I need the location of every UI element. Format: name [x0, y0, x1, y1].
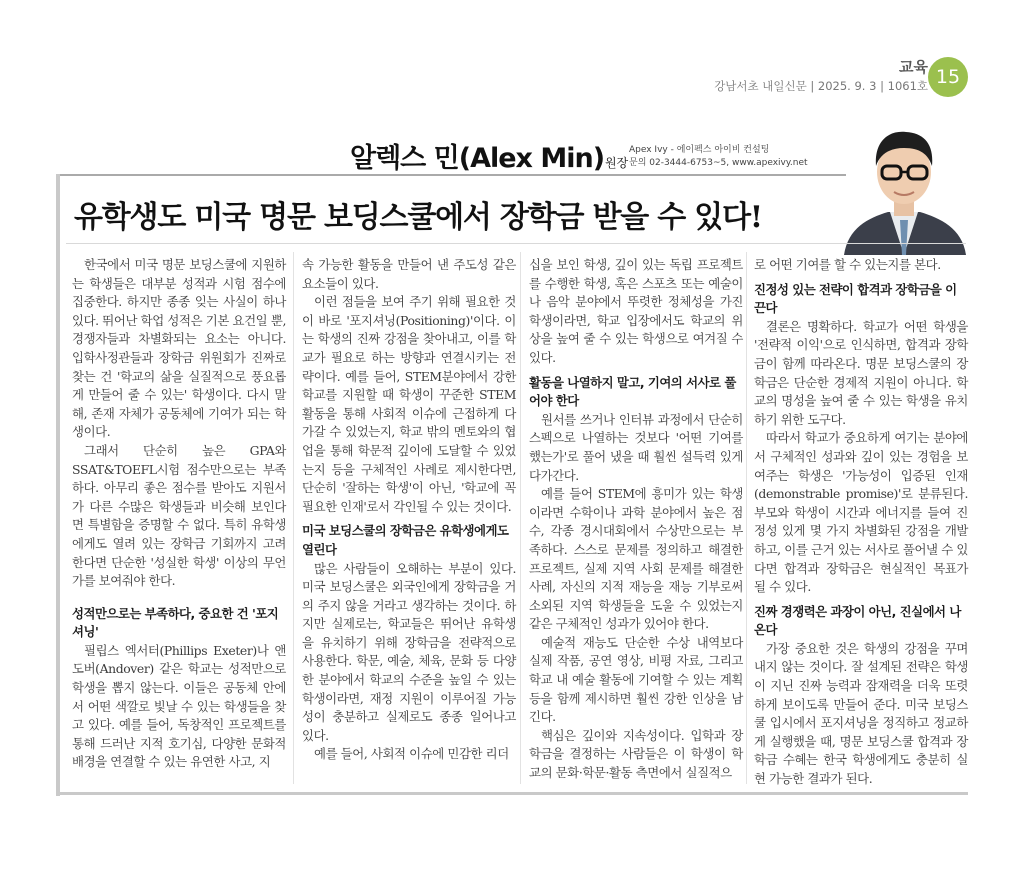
paragraph: 원서를 쓰거나 인터뷰 과정에서 단순히 스펙으로 나열하는 것보다 '어떤 기여를 했는가'로 풀어 냈을 때 훨씬 설득력 있게 다가간다.: [529, 411, 743, 483]
paragraph: 따라서 학교가 중요하게 여기는 분야에서 구체적인 성과와 깊이 있는 경험을 보여주는 학생은 '가능성이 입증된 인재(demonstrable promise)'로 분류된다. 부모와 학생이 시간과 에너지를 들여 진정성 있게 몇 가지 차별화된 강점을 개발하고, 이를 근거 있는 서사로 풀어낼 수 있다면 합격과 장학금은 현실적인 목표가 될 수 있다.: [754, 430, 968, 595]
publication-info: 강남서초 내일신문 | 2025. 9. 3 | 1061호: [714, 79, 928, 93]
subheading: 미국 보딩스쿨의 장학금은 유학생에게도 열린다: [302, 523, 509, 557]
subheading: 성적만으로는 부족하다, 중요한 건 '포지셔닝': [72, 605, 279, 640]
paragraph: 필립스 엑서터(Phillips Exeter)나 앤도버(Andover) 같은 학교는 성적만으로 학생을 뽑지 않는다. 이들은 공동체 안에서 어떤 색깔로 빛날 수 있는 학생들을 찾고 있다. 예를 들어, 독창적인 프로젝트를 통해 드러난 지적 호기심, 다양한 문화적 배경을 연결할 수 있는 유연한 사고, 지: [72, 642, 286, 770]
column-divider: [293, 252, 294, 784]
author-photo: [838, 120, 970, 255]
headline: 유학생도 미국 명문 보딩스쿨에서 장학금 받을 수 있다!: [74, 200, 762, 235]
company-name: Apex Ivy - 에이펙스 아이비 컨설팅: [629, 145, 770, 155]
paragraph: 핵심은 깊이와 지속성이다. 입학과 장학금을 결정하는 사람들은 이 학생이 학교의 문화·학문·활동 측면에서 실질적으: [529, 727, 743, 781]
paragraph: 십을 보인 학생, 깊이 있는 독립 프로젝트를 수행한 학생, 혹은 스포츠 또는 예술이나 음악 분야에서 뚜렷한 정체성을 가진 학생이라면, 학교 입장에서도 학교의 위상을 높여 줄 수 있는 학생으로 여겨질 수 있다.: [529, 257, 743, 365]
author-title: 원장: [605, 156, 629, 170]
paragraph: 많은 사람들이 오해하는 부분이 있다. 미국 보딩스쿨은 외국인에게 장학금을 거의 주지 않을 거라고 생각하는 것이다. 하지만 실제로는, 학교들은 뛰어난 유학생을 유치하기 위해 장학금을 전략적으로 사용한다. 학문, 예술, 체육, 문화 등 다양한 분야에서 학교의 수준을 높일 수 있는 학생이라면, 재정 지원이 이루어질 가능성이 충분하고 실제로도 종종 일어나고 있다.: [302, 560, 516, 743]
frame-top-rule: [56, 174, 846, 176]
paragraph: 결론은 명확하다. 학교가 어떤 학생을 '전략적 이익'으로 인식하면, 합격과 장학금이 함께 따라온다. 명문 보딩스쿨의 장학금은 단순한 경제적 지원이 아니다. 학교의 명성을 높여 줄 수 있는 학생을 유치하기 위한 도구다.: [754, 318, 968, 427]
author-name: 알렉스 민(Alex Min): [350, 143, 605, 174]
paragraph: 이런 점들을 보여 주기 위해 필요한 것이 바로 '포지셔닝(Positioning)'이다. 이는 학생의 진짜 강점을 찾아내고, 이를 학교가 필요로 하는 방향과 연결시키는 전략이다. 예를 들어, STEM분야에서 강한 학교를 지원할 때 학생이 꾸준한 STEM 활동을 통해 사회적 이슈에 근접하게 다가갈 수 있었는지, 학교 밖의 멘토와의 협업을 통해 학문적 깊이에 도달할 수 있었는지 등을 구체적인 사례로 제시한다면, 단순히 '잘하는 학생'이 아닌, '학교에 꼭 필요한 인재'로서 각인될 수 있는 것이다.: [302, 294, 516, 514]
company-info: [629, 144, 808, 170]
article-column-3: [529, 256, 743, 783]
paragraph: 예를 들어 STEM에 흥미가 있는 학생이라면 수학이나 과학 분야에서 높은 점수, 각종 경시대회에서 수상만으로는 부족하다. 스스로 문제를 정의하고 해결한 프로젝트, 실제 지역 사회 문제를 해결한 사례, 자신의 지적 재능을 재능 기부로써 소외된 지역 학생들을 도울 수 있었는지 같은 구체적인 성과가 있어야 한다.: [529, 486, 743, 632]
subheading: 진정성 있는 전략이 합격과 장학금을 이끈다: [754, 281, 957, 316]
column-divider: [746, 252, 747, 784]
column-divider: [520, 252, 521, 784]
paragraph: 예를 들어, 사회적 이슈에 민감한 리더: [314, 746, 509, 762]
company-contact: 문의 02-3444-6753~5, www.apexivy.net: [629, 158, 808, 168]
section-label: 교육: [899, 58, 928, 76]
paragraph: 로 어떤 기여를 할 수 있는지를 본다.: [754, 257, 941, 272]
subheading: 활동을 나열하지 말고, 기여의 서사로 풀어야 한다: [529, 374, 736, 409]
article-column-4: [754, 256, 968, 789]
paragraph: 그래서 단순히 높은 GPA와 SSAT&TOEFL시험 점수만으로는 부족하다. 아무리 좋은 점수를 받아도 지원서가 다른 수많은 학생들과 비슷해 보인다면 특별함을 증명할 수 없다. 특히 유학생에게도 열려 있는 장학금 기회까지 고려한다면 단순한 '성실한 학생' 이상의 무언가를 보여줘야 한다.: [72, 442, 286, 589]
author-byline: [350, 136, 628, 175]
subheading: 진짜 경쟁력은 과장이 아닌, 진실에서 나온다: [754, 603, 961, 638]
paragraph: 가장 중요한 것은 학생의 강점을 꾸며내지 않는 것이다. 잘 설계된 전략은 학생이 지닌 진짜 능력과 잠재력을 더욱 또렷하게 보이도록 만들어 준다. 미국 보딩스쿨 입시에서 포지셔닝을 정직하고 정교하게 실행했을 때, 명문 보딩스쿨 합격과 장학금 수혜는 한국 학생에게도 충분히 실현 가능한 결과가 된다.: [754, 640, 968, 787]
article-column-2: [302, 256, 516, 764]
article-column-1: [72, 256, 286, 772]
paragraph: 속 가능한 활동을 만들어 낸 주도성 같은 요소들이 있다.: [302, 257, 516, 291]
headline-rule: [66, 243, 966, 244]
page-number-badge: 15: [928, 57, 968, 97]
frame-bottom-rule: [56, 792, 968, 795]
frame-left-rule: [56, 174, 60, 796]
paragraph: 한국에서 미국 명문 보딩스쿨에 지원하는 학생들은 대부분 성적과 시험 점수에 집중한다. 하지만 종종 잊는 사실이 하나 있다. 뛰어난 학업 성적은 기본 요건일 뿐, 경쟁자들과 차별화되는 요소는 아니다. 입학사정관들과 장학금 위원회가 진짜로 찾는 건 '학교의 삶을 실질적으로 풍요롭게 만들어 줄 수 있는' 학생이다. 다시 말해, 존재 자체가 공동체에 기여가 되는 학생이다.: [72, 257, 286, 440]
paragraph: 예술적 재능도 단순한 수상 내역보다 실제 작품, 공연 영상, 비평 자료, 그리고 학교 내 예술 활동에 기여할 수 있는 계획 등을 함께 제시하면 훨씬 강한 인상을 남긴다.: [529, 634, 743, 725]
